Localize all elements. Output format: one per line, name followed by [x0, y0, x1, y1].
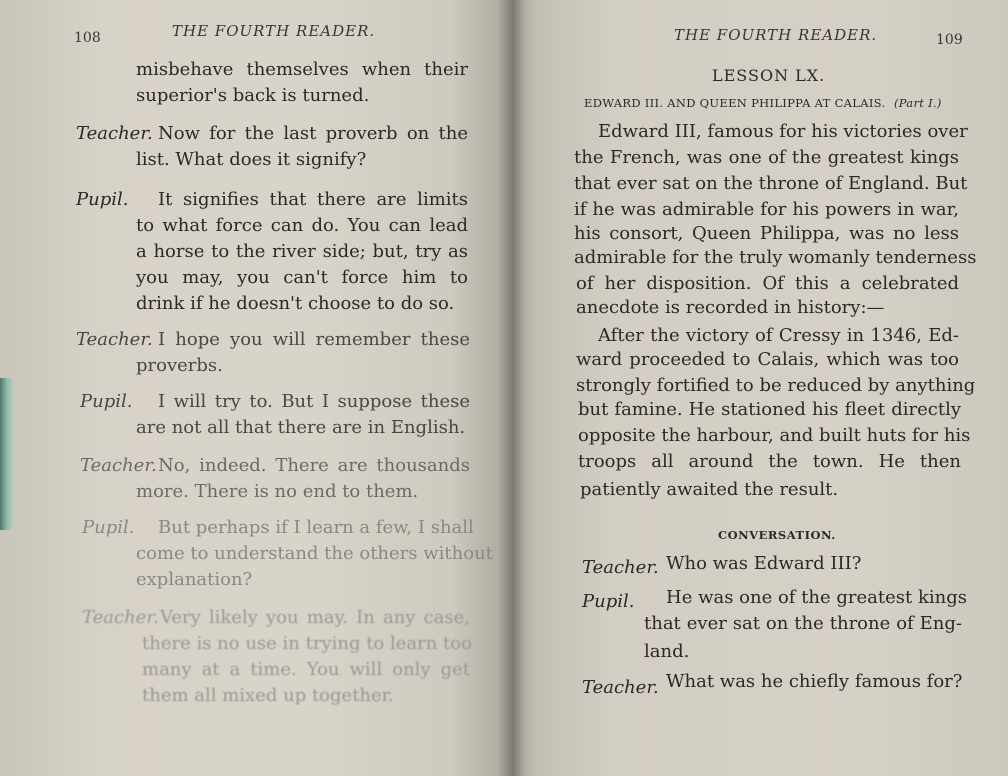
speaker-label: Teacher. — [582, 557, 659, 578]
text-line: anecdote is recorded in history:— — [576, 297, 885, 318]
text-line: After the victory of Cressy in 1346, Ed- — [598, 325, 959, 346]
text-line: ward proceeded to Calais, which was too — [576, 349, 959, 370]
text-line: his consort, Queen Philippa, was no less — [574, 223, 959, 244]
text-line: He was one of the greatest kings — [666, 587, 967, 608]
text-line: Now for the last proverb on the — [158, 123, 468, 144]
text-line: Very likely you may. In any case, — [160, 607, 470, 628]
text-line: to what force can do. You can lead — [136, 215, 468, 236]
page-tab-marker — [0, 378, 13, 530]
text-line: strongly fortified to be reduced by anything — [576, 375, 976, 396]
text-line: opposite the harbour, and built huts for his — [578, 425, 971, 446]
speaker-label: Pupil. — [76, 189, 129, 210]
book-gutter — [498, 0, 524, 776]
left-running-head: THE FOURTH READER. — [172, 22, 376, 40]
speaker-label: Pupil. — [82, 517, 135, 538]
text-line: misbehave themselves when their — [136, 59, 468, 80]
text-line: more. There is no end to them. — [136, 481, 419, 502]
text-line: I will try to. But I suppose these — [158, 391, 470, 412]
text-line: a horse to the river side; but, try as — [136, 241, 468, 262]
text-line: Edward III, famous for his victories over — [598, 121, 968, 142]
text-line: explanation? — [136, 569, 253, 590]
text-line: I hope you will remember these — [158, 329, 470, 350]
conversation-heading: CONVERSATION. — [718, 528, 836, 542]
lesson-subtitle: EDWARD III. AND QUEEN PHILIPPA AT CALAIS. — [584, 96, 886, 110]
text-line: of her disposition. Of this a celebrated — [576, 273, 959, 294]
text-line: patiently awaited the result. — [580, 479, 839, 500]
text-line: list. What does it signify? — [136, 149, 367, 170]
text-line: the French, was one of the greatest kings — [574, 147, 959, 168]
right-running-head: THE FOURTH READER. — [674, 26, 878, 44]
text-line: drink if he doesn't choose to do so. — [136, 293, 455, 314]
speaker-label: Pupil. — [582, 591, 635, 612]
speaker-label: Teacher. — [80, 455, 157, 476]
speaker-label: Teacher. — [582, 677, 659, 698]
text-line: But perhaps if I learn a few, I shall — [158, 517, 474, 538]
text-line: Who was Edward III? — [666, 553, 862, 574]
text-line: No, indeed. There are thousands — [158, 455, 470, 476]
text-line: if he was admirable for his powers in war, — [574, 199, 959, 220]
text-line: It signifies that there are limits — [158, 189, 468, 210]
speaker-label: Pupil. — [80, 391, 133, 412]
text-line: What was he chiefly famous for? — [666, 671, 963, 692]
text-line: there is no use in trying to learn too — [142, 633, 472, 654]
right-page — [512, 0, 1008, 776]
text-line: admirable for the truly womanly tenderness — [574, 247, 977, 268]
speaker-label: Teacher. — [76, 329, 153, 350]
text-line: land. — [644, 641, 690, 662]
text-line: that ever sat on the throne of England. But — [574, 173, 968, 194]
text-line: many at a time. You will only get — [142, 659, 470, 680]
text-line: superior's back is turned. — [136, 85, 370, 106]
text-line: are not all that there are in English. — [136, 417, 466, 438]
text-line: that ever sat on the throne of Eng- — [644, 613, 962, 634]
lesson-title: LESSON LX. — [712, 66, 826, 85]
text-line: but famine. He stationed his fleet directly — [578, 399, 961, 420]
text-line: proverbs. — [136, 355, 223, 376]
speaker-label: Teacher. — [82, 607, 159, 628]
right-page-number: 109 — [936, 32, 963, 48]
lesson-part: (Part I.) — [894, 96, 942, 110]
text-line: you may, you can't force him to — [136, 267, 468, 288]
text-line: come to understand the others without — [136, 543, 493, 564]
text-line: troops all around the town. He then — [578, 451, 961, 472]
speaker-label: Teacher. — [76, 123, 153, 144]
text-line: them all mixed up together. — [142, 685, 395, 706]
left-page-number: 108 — [74, 30, 101, 46]
